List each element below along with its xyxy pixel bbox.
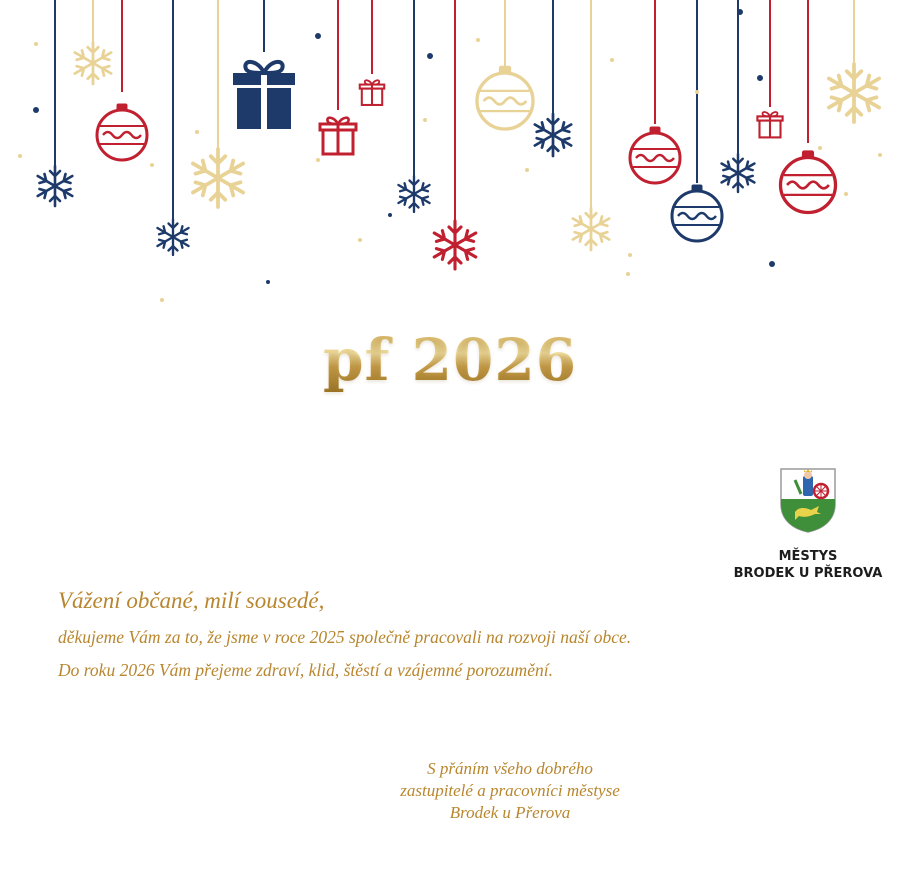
crest-label-line1: MĚSTYS <box>778 549 838 564</box>
snowflake-icon <box>157 219 188 255</box>
gift-icon <box>360 80 384 105</box>
municipality-logo <box>728 466 888 582</box>
signature-line: zastupitelé a pracovníci městyse <box>400 781 620 800</box>
bauble-icon <box>781 151 836 213</box>
signature-line: Brodek u Přerova <box>449 803 571 822</box>
snowflake-icon <box>722 154 755 192</box>
greeting-text: Vážení občané, milí sousedé, <box>58 588 325 613</box>
snowflake-icon <box>38 166 73 206</box>
bauble-icon <box>672 185 722 241</box>
snowflake-icon <box>398 176 429 212</box>
bauble-icon <box>477 66 533 129</box>
crest-label-line2: BRODEK U PŘEROVA <box>733 566 883 581</box>
signature-block <box>360 758 660 824</box>
coat-of-arms-icon <box>777 466 839 534</box>
hanging-decorations <box>0 0 900 320</box>
snowflake-icon <box>434 221 476 269</box>
snowflake-icon <box>535 114 571 156</box>
snowflake-icon <box>829 64 879 122</box>
message-line: děkujeme Vám za to, že jsme v roce 2025 společně pracovali na rozvoji naší obce. <box>58 627 632 647</box>
page-title: pf 2026 <box>0 326 900 394</box>
gift-icon <box>233 62 295 129</box>
bauble-icon <box>630 127 680 183</box>
snowflake-icon <box>75 42 111 84</box>
gift-icon <box>320 118 356 154</box>
signature-line: S přáním všeho dobrého <box>427 759 593 778</box>
snowflake-icon <box>193 149 243 207</box>
message-line: Do roku 2026 Vám přejeme zdraví, klid, štěstí a vzájemné porozumění. <box>58 660 553 680</box>
bauble-icon <box>97 104 147 160</box>
gift-icon <box>757 112 782 137</box>
snowflake-icon <box>573 208 609 250</box>
